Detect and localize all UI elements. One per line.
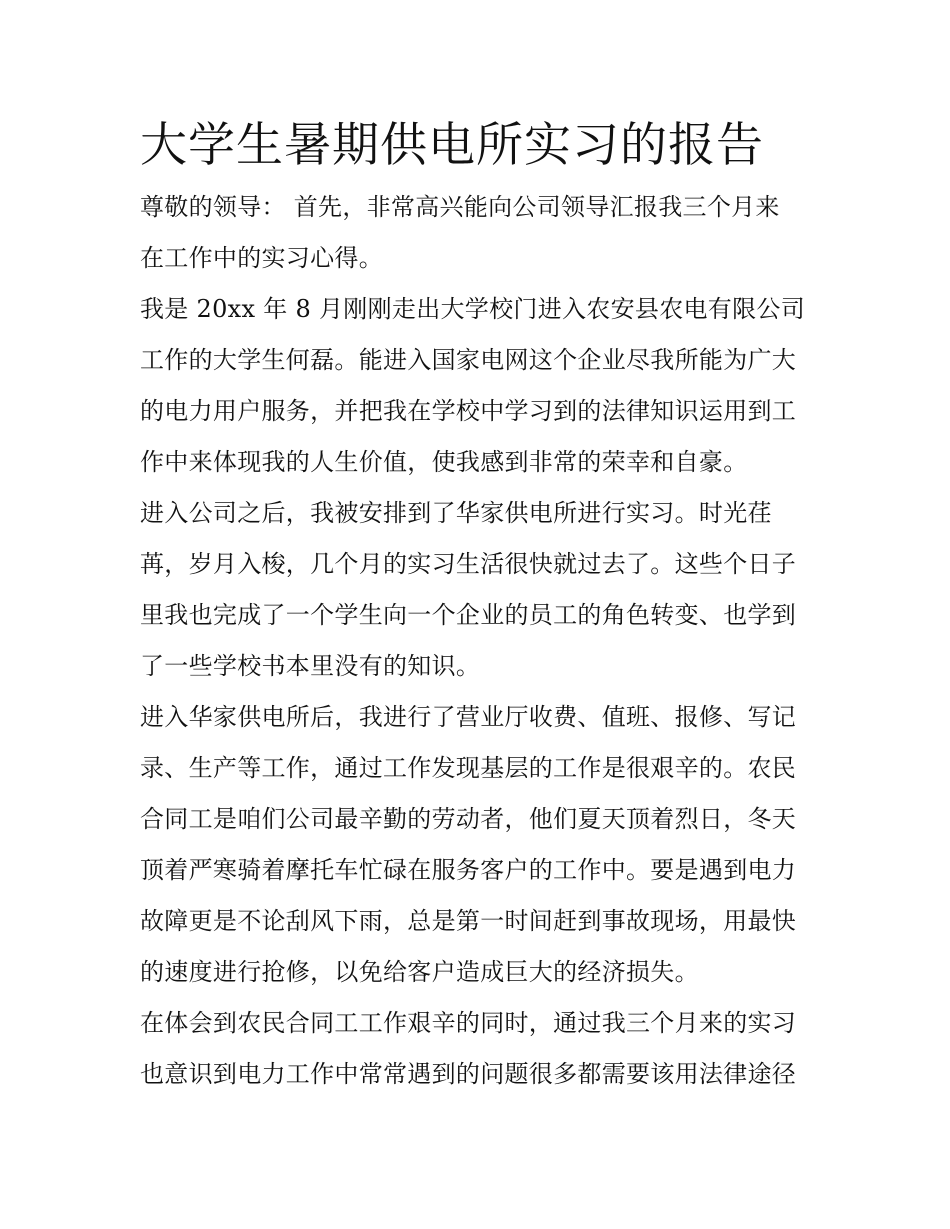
document-title: 大学生暑期供电所实习的报告 bbox=[140, 118, 764, 173]
text-line: 也意识到电力工作中常常遇到的问题很多都需要该用法律途径 bbox=[140, 1060, 797, 1088]
paragraph-reflection bbox=[140, 998, 820, 1100]
text-line: 故障更是不论刮风下雨，总是第一时间赶到事故现场，用最快 bbox=[140, 907, 797, 935]
text-line: 里我也完成了一个学生向一个企业的员工的角色转变、也学到 bbox=[140, 601, 797, 629]
text-line: 苒，岁月入梭，几个月的实习生活很快就过去了。这些个日子 bbox=[140, 550, 797, 578]
text-line: 工作的大学生何磊。能进入国家电网这个企业尽我所能为广大 bbox=[140, 346, 797, 374]
text-line: 了一些学校书本里没有的知识。 bbox=[140, 652, 481, 680]
paragraph-greeting bbox=[140, 182, 820, 284]
text-line: 合同工是咱们公司最辛勤的劳动者，他们夏天顶着烈日，冬天 bbox=[140, 805, 797, 833]
text-line: 进入华家供电所后，我进行了营业厅收费、值班、报修、写记 bbox=[140, 703, 797, 731]
text-line: 我是 20xx 年 8 月刚刚走出大学校门进入农安县农电有限公司 bbox=[140, 295, 805, 323]
paragraph-assignment bbox=[140, 488, 820, 692]
paragraph-introduction bbox=[140, 284, 820, 488]
text-line: 的速度进行抢修，以免给客户造成巨大的经济损失。 bbox=[140, 958, 699, 986]
text-line: 录、生产等工作，通过工作发现基层的工作是很艰辛的。农民 bbox=[140, 754, 797, 782]
text-line: 在工作中的实习心得。 bbox=[140, 244, 383, 272]
text-line: 作中来体现我的人生价值，使我感到非常的荣幸和自豪。 bbox=[140, 448, 748, 476]
paragraph-work-experience bbox=[140, 692, 820, 998]
text-line: 进入公司之后，我被安排到了华家供电所进行实习。时光荏 bbox=[140, 499, 772, 527]
text-line: 的电力用户服务，并把我在学校中学习到的法律知识运用到工 bbox=[140, 397, 797, 425]
text-line: 尊敬的领导： 首先，非常高兴能向公司领导汇报我三个月来 bbox=[140, 193, 780, 221]
document-page bbox=[140, 110, 820, 1100]
text-line: 在体会到农民合同工工作艰辛的同时，通过我三个月来的实习 bbox=[140, 1009, 797, 1037]
text-line: 顶着严寒骑着摩托车忙碌在服务客户的工作中。要是遇到电力 bbox=[140, 856, 797, 884]
